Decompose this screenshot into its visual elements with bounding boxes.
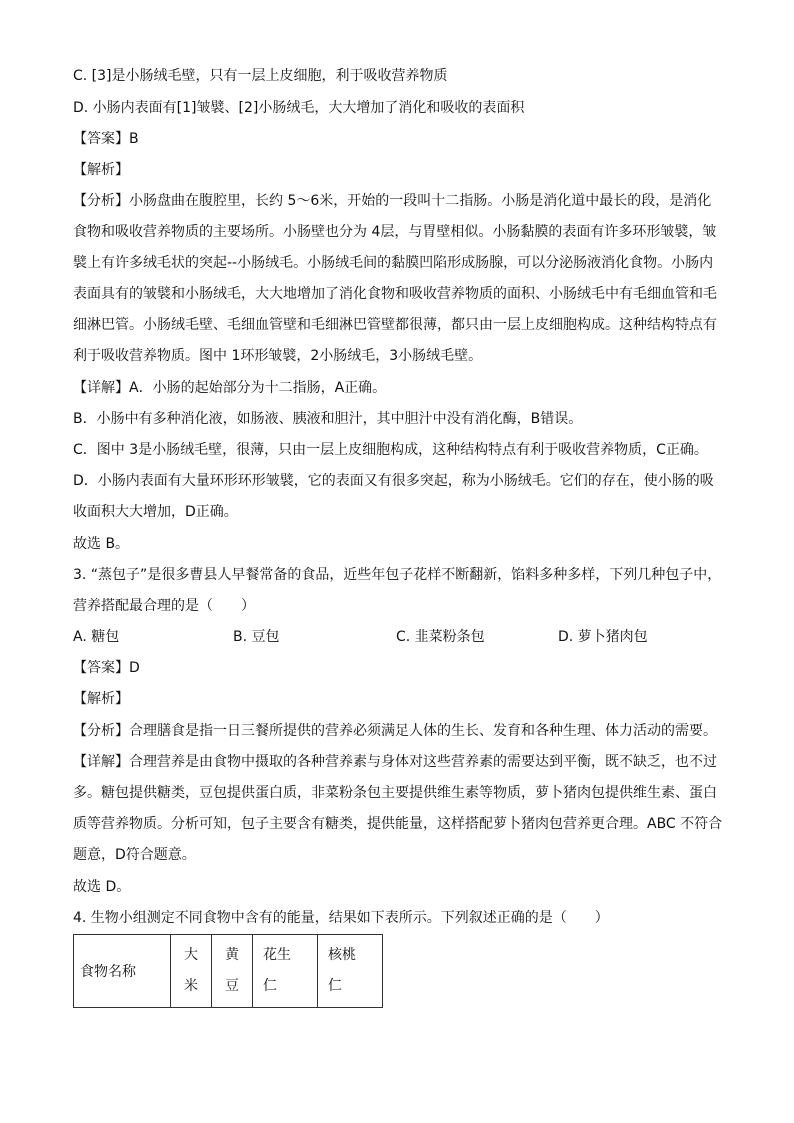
q3-option-a: A. 糖包 xyxy=(73,629,120,645)
q3-detail-line: 题意，D符合题意。 xyxy=(73,847,196,863)
q2-analysis-line: 表面具有的皱襞和小肠绒毛，大大地增加了消化食物和吸收营养物质的面积、小肠绒毛中有毛细血管和毛 xyxy=(73,286,717,302)
table-cell-peanut: 花生 仁 xyxy=(253,935,318,1008)
q2-analysis-line: 细淋巴管。小肠绒毛壁、毛细血管壁和毛细淋巴管壁都很薄，都只由一层上皮细胞构成。这种结构特点有 xyxy=(73,317,717,333)
table-header-cell: 食物名称 xyxy=(74,935,171,1008)
q2-analysis-line: 【分析】小肠盘曲在腹腔里，长约 5～6米，开始的一段叫十二指肠。小肠是消化道中最长的段，是消化 xyxy=(73,193,712,209)
q2-option-c: C. [3]是小肠绒毛壁，只有一层上皮细胞，利于吸收营养物质 xyxy=(73,68,448,84)
q2-option-d: D. 小肠内表面有[1]皱襞、[2]小肠绒毛，大大增加了消化和吸收的表面积 xyxy=(73,100,525,116)
q3-analysis-line: 【分析】合理膳食是指一日三餐所提供的营养必须满足人体的生长、发育和各种生理、体力活动的需要。 xyxy=(73,723,717,739)
q3-option-d: D. 萝卜猪肉包 xyxy=(558,629,648,645)
q3-analysis-heading: 【解析】 xyxy=(73,691,129,707)
table-cell-soybean: 黄 豆 xyxy=(212,935,253,1008)
q3-stem-line: 3. “蒸包子”是很多曹县人早餐常备的食品，近些年包子花样不断翻新，馅料多种多样，下列几种包子中， xyxy=(73,567,722,583)
q2-analysis-heading: 【解析】 xyxy=(73,162,129,178)
table-cell-rice: 大 米 xyxy=(171,935,212,1008)
q3-answer: 【答案】D xyxy=(73,660,140,676)
q3-stem-line: 营养搭配最合理的是（ ） xyxy=(73,598,255,614)
q2-detail-line: 【详解】A．小肠的起始部分为十二指肠，A正确。 xyxy=(73,380,387,396)
q2-detail-line: 收面积大大增加，D正确。 xyxy=(73,504,238,520)
q3-conclusion: 故选 D。 xyxy=(73,879,131,895)
food-energy-table xyxy=(73,934,383,1008)
q3-option-b: B. 豆包 xyxy=(233,629,280,645)
q2-detail-line: B．小肠中有多种消化液，如肠液、胰液和胆汁，其中胆汁中没有消化酶，B错误。 xyxy=(73,411,583,427)
q2-detail-line: C．图中 3是小肠绒毛壁，很薄，只由一层上皮细胞构成，这种结构特点有利于吸收营养物质，C正确。 xyxy=(73,442,708,458)
q2-answer: 【答案】B xyxy=(73,131,139,147)
table-cell-walnut: 核桃 仁 xyxy=(318,935,383,1008)
q3-detail-line: 【详解】合理营养是由食物中摄取的各种营养素与身体对这些营养素的需要达到平衡，既不缺乏，也不过 xyxy=(73,754,717,770)
q2-analysis-line: 利于吸收营养物质。图中 1环形皱襞，2小肠绒毛，3小肠绒毛壁。 xyxy=(73,348,483,364)
table-row xyxy=(74,935,383,1008)
q4-stem: 4. 生物小组测定不同食物中含有的能量，结果如下表所示。下列叙述正确的是（ ） xyxy=(73,910,609,926)
q2-analysis-line: 食物和吸收营养物质的主要场所。小肠壁也分为 4层，与胃壁相似。小肠黏膜的表面有许多环形皱襞，皱 xyxy=(73,224,717,240)
q3-option-c: C. 韭菜粉条包 xyxy=(396,629,485,645)
q2-conclusion: 故选 B。 xyxy=(73,536,130,552)
q3-detail-line: 质等营养物质。分析可知，包子主要含有糖类，提供能量，这样搭配萝卜猪肉包营养更合理。ABC 不符合 xyxy=(73,816,723,832)
q2-detail-line: D．小肠内表面有大量环形环形皱襞，它的表面又有很多突起，称为小肠绒毛。它们的存在，使小肠的吸 xyxy=(73,473,714,489)
q2-analysis-line: 襞上有许多绒毛状的突起--小肠绒毛。小肠绒毛间的黏膜凹陷形成肠腺，可以分泌肠液消化食物。小肠内 xyxy=(73,255,714,271)
q3-detail-line: 多。糖包提供糖类，豆包提供蛋白质，非菜粉条包主要提供维生素等物质，萝卜猪肉包提供维生素、蛋白 xyxy=(73,785,717,801)
